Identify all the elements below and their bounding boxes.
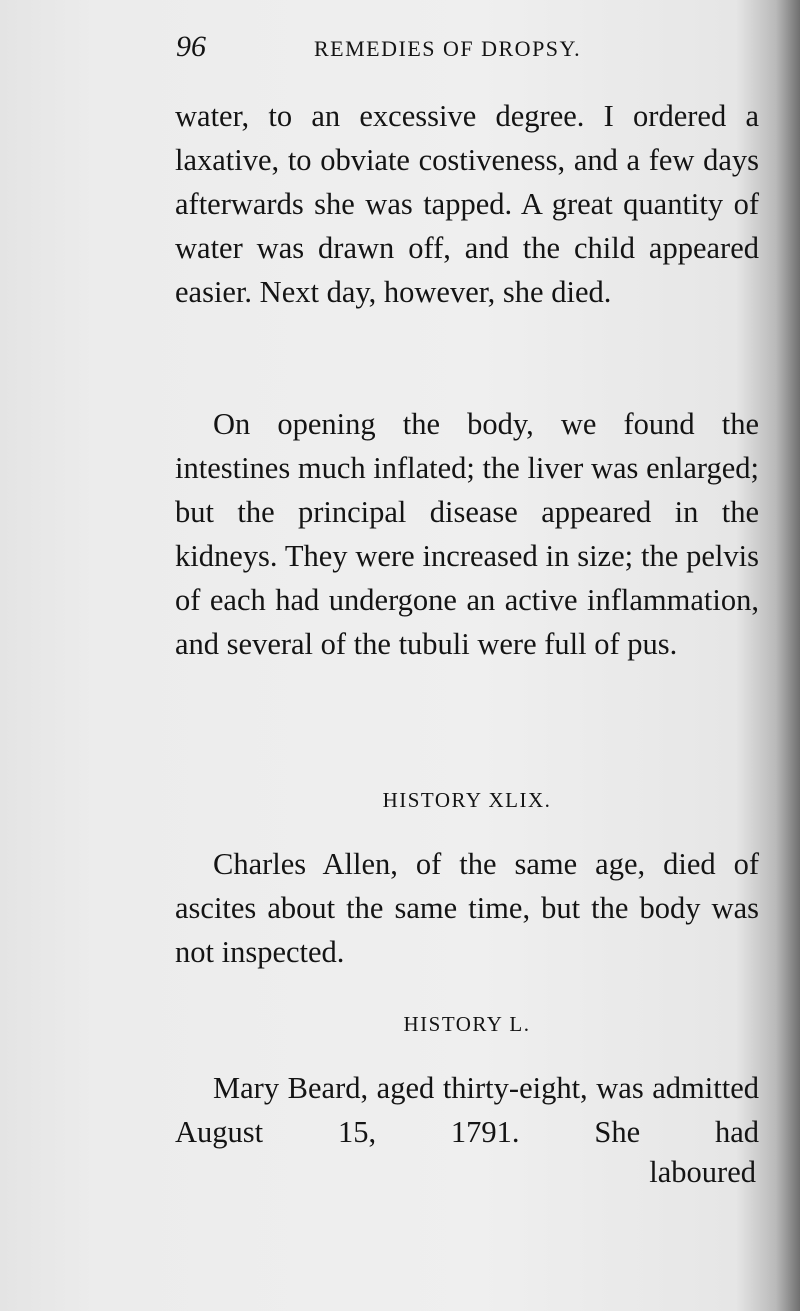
- paragraph-3: Charles Allen, of the same age, died of ascites about the same time, but the body was not inspected.: [175, 847, 759, 969]
- catchword: laboured: [649, 1155, 756, 1189]
- page-number: 96: [176, 30, 206, 63]
- running-head: REMEDIES OF DROPSY.: [314, 36, 582, 61]
- section-heading-history-xlix: HISTORY XLIX.: [382, 788, 552, 812]
- paragraph-1: water, to an excessive degree. I ordered a laxative, to obviate costiveness, and a few days afterwards she was tapped. A great quantity of water was drawn off, and the child appeared easier. Next day, however, she died.: [175, 99, 759, 309]
- page-header: [176, 30, 758, 70]
- section-heading-history-l: HISTORY L.: [403, 1012, 531, 1036]
- paragraph-2: On opening the body, we found the intestines much inflated; the liver was enlarged; but the principal disease appeared in the kidneys. They were increased in size; the pelvis of each had undergone an active inflammation, and several of the tubuli were full of pus.: [175, 407, 759, 661]
- paragraph-4: Mary Beard, aged thirty-eight, was admitted August 15, 1791. She had: [175, 1071, 759, 1149]
